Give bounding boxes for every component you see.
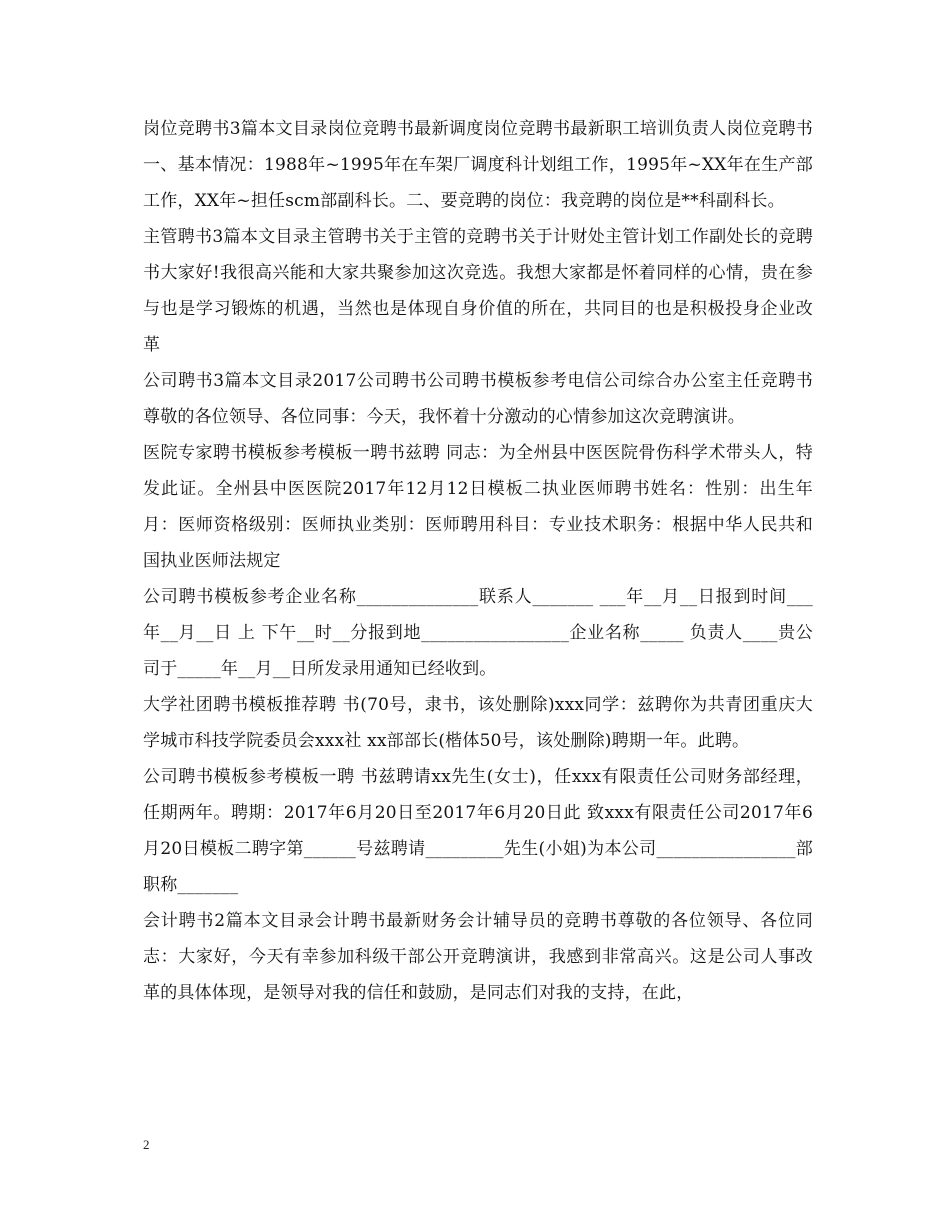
paragraph-company-template-form: 公司聘书模板参考企业名称______________联系人_______ ___年__月__日报到时间___年__月__日 上 下午__时__分报到地_________________企业名称_____ 负责人____贵公司于_____年__月__日所发录用通知已经收到。 — [143, 587, 813, 679]
page-number: 2 — [143, 1137, 150, 1152]
document-body — [143, 111, 813, 1011]
paragraph-supervisor-appointment: 主管聘书3篇本文目录主管聘书关于主管的竞聘书关于计财处主管计划工作副处长的竞聘书大家好!我很高兴能和大家共聚参加这次竞选。我想大家都是怀着同样的心情，贵在参与也是学习锻炼的机遇，当然也是体现自身价值的所在，共同目的也是积极投身企业改革 — [143, 227, 813, 355]
paragraph-company-template-two: 公司聘书模板参考模板一聘 书兹聘请xx先生(女士)，任xxx有限责任公司财务部经理，任期两年。聘期：2017年6月20日至2017年6月20日此 致xxx有限责任公司2017年6月20日模板二聘字第______号兹聘请_________先生(小姐)为本公司________________部 职称_______ — [143, 767, 813, 895]
paragraph-position-competition: 岗位竞聘书3篇本文目录岗位竞聘书最新调度岗位竞聘书最新职工培训负责人岗位竞聘书一、基本情况：1988年~1995年在车架厂调度科计划组工作，1995年~XX年在生产部工作，XX年~担任scm部副科长。二、要竞聘的岗位：我竞聘的岗位是**科副科长。 — [143, 119, 813, 211]
paragraph-accounting-appointment: 会计聘书2篇本文目录会计聘书最新财务会计辅导员的竞聘书尊敬的各位领导、各位同志：大家好，今天有幸参加科级干部公开竞聘演讲，我感到非常高兴。这是公司人事改革的具体体现，是领导对我的信任和鼓励，是同志们对我的支持，在此， — [143, 911, 813, 1003]
paragraph-university-club-appointment: 大学社团聘书模板推荐聘 书(70号，隶书，该处删除)xxx同学：兹聘你为共青团重庆大学城市科技学院委员会xxx社 xx部部长(楷体50号，该处删除)聘期一年。此聘。 — [143, 695, 813, 751]
paragraph-company-appointment: 公司聘书3篇本文目录2017公司聘书公司聘书模板参考电信公司综合办公室主任竞聘书尊敬的各位领导、各位同事：今天，我怀着十分激动的心情参加这次竞聘演讲。 — [143, 371, 813, 427]
paragraph-hospital-expert-appointment: 医院专家聘书模板参考模板一聘书兹聘 同志：为全州县中医医院骨伤科学术带头人，特发此证。全州县中医医院2017年12月12日模板二执业医师聘书姓名：性别：出生年月：医师资格级别：医师执业类别：医师聘用科目：专业技术职务：根据中华人民共和国执业医师法规定 — [143, 443, 813, 571]
